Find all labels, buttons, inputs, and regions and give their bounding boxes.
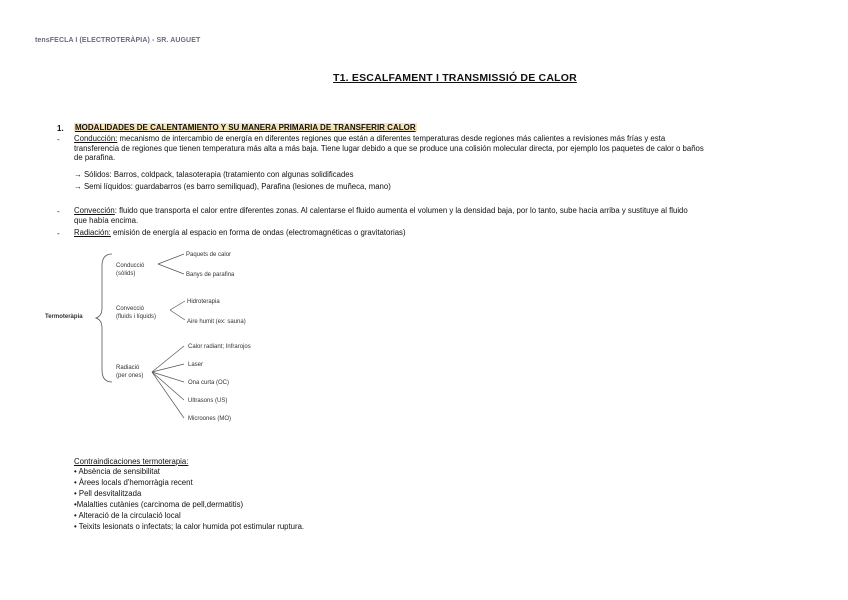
branch-radiacio-label: Radiació: [116, 365, 140, 371]
contraindication-item: • Alteració de la circulació local: [74, 511, 181, 520]
bullet-dash: -: [57, 229, 60, 238]
bullet-dash: -: [57, 207, 60, 216]
contraindication-item: •Malalties cutànies (carcinoma de pell,dermatitis): [74, 500, 244, 509]
radiacion-line1: emisión de energía al espacio en forma de ondas (electromagnéticas o gravitatorias): [110, 228, 406, 237]
connector-line: [158, 254, 184, 264]
connector-line: [158, 264, 184, 274]
connector-line: [152, 372, 184, 400]
leaf-aire-humit: Aire humit (ex: sauna): [187, 319, 246, 325]
contraindications-title: Contraindicaciones termoterapia:: [74, 457, 189, 466]
leaf-ona-curta: Ona curta (OC): [188, 380, 230, 386]
conduccion-paragraph: [74, 134, 819, 163]
radiacion-label: Radiación:: [74, 228, 111, 237]
leaf-calor-radiant: Calor radiant; Infrarojos: [188, 344, 251, 350]
main-brace: [96, 254, 112, 382]
conveccion-line1: : fluido que transporta el calor entre diferentes zonas. Al calentarse el fluido aumenta el volumen y la densidad baja, por lo tanto, sube hacia arriba y sustituye al fluido: [114, 206, 688, 215]
section-title: MODALIDADES DE CALENTAMIENTO Y SU MANERA PRIMARIA DE TRANSFERIR CALOR: [75, 123, 416, 132]
leaf-laser: Laser: [188, 362, 204, 368]
connector-line: [170, 301, 185, 310]
branch-conduccio-sublabel: (sòlids): [116, 271, 136, 277]
contraindication-item: • Àrees locals d'hemorràgia recent: [74, 478, 193, 487]
branch-conveccio-sublabel: (fluids i líquids): [116, 314, 157, 320]
leaf-microones: Microones (MO): [188, 416, 232, 422]
conduccion-line1: mecanismo de intercambio de energía en diferentes regiones que están a diferentes temperaturas desde regiones más calientes a revisiones más frías y esta: [117, 134, 666, 143]
leaf-hidroterapia: Hidroterapia: [187, 299, 220, 305]
contraindication-item: • Pell desvitalitzada: [74, 489, 142, 498]
conduccion-line2: transferencia de regiones que tienen temperatura más alta a más baja. Tiene lugar debido a que se produce una colisión molecular directa, por ejemplo los paquetes de calor o baños: [74, 143, 704, 153]
branch-conduccio-label: Conducció: [116, 263, 145, 269]
conveccion-paragraph: [74, 206, 819, 225]
radiacion-paragraph: [74, 228, 819, 238]
bullet-dash: -: [57, 135, 60, 144]
connector-line: [152, 372, 184, 382]
leaf-ultrasons: Ultrasons (US): [188, 398, 228, 404]
conduccion-label: Conducción:: [74, 134, 118, 143]
leaf-paquets-calor: Paquets de calor: [186, 252, 232, 258]
branch-conveccio-label: Convecció: [116, 306, 145, 312]
conduccion-solidos: → Sólidos: Barros, coldpack, talasoterapia (tratamiento con algunas solidificades: [74, 170, 354, 179]
connector-line: [152, 372, 184, 418]
conduccion-semiliquidos: → Semi líquidos: guardabarros (es barro semiliquad), Parafina (lesiones de muñeca, mano): [74, 182, 391, 191]
conduccion-line3: de parafina.: [74, 153, 116, 162]
section-number: 1.: [57, 124, 64, 133]
conveccion-label: Convección: [74, 206, 115, 215]
document-header: tensFECLA I (ELECTROTERÀPIA) - SR. AUGUET: [35, 37, 201, 44]
leaf-banys-parafina: Banys de parafina: [186, 272, 235, 278]
contraindication-item: • Teixits lesionats o infectats; la calor humida pot estimular ruptura.: [74, 522, 305, 531]
diagram-root: Termoteràpia: [45, 314, 83, 320]
branch-radiacio-sublabel: (per ones): [116, 373, 144, 379]
contraindication-item: • Absència de sensibilitat: [74, 467, 160, 476]
connector-line: [170, 310, 185, 320]
termoterapia-diagram: [40, 246, 300, 436]
conveccion-line2: que había encima.: [74, 215, 139, 225]
page-title: T1. ESCALFAMENT I TRANSMISSIÓ DE CALOR: [333, 72, 577, 84]
